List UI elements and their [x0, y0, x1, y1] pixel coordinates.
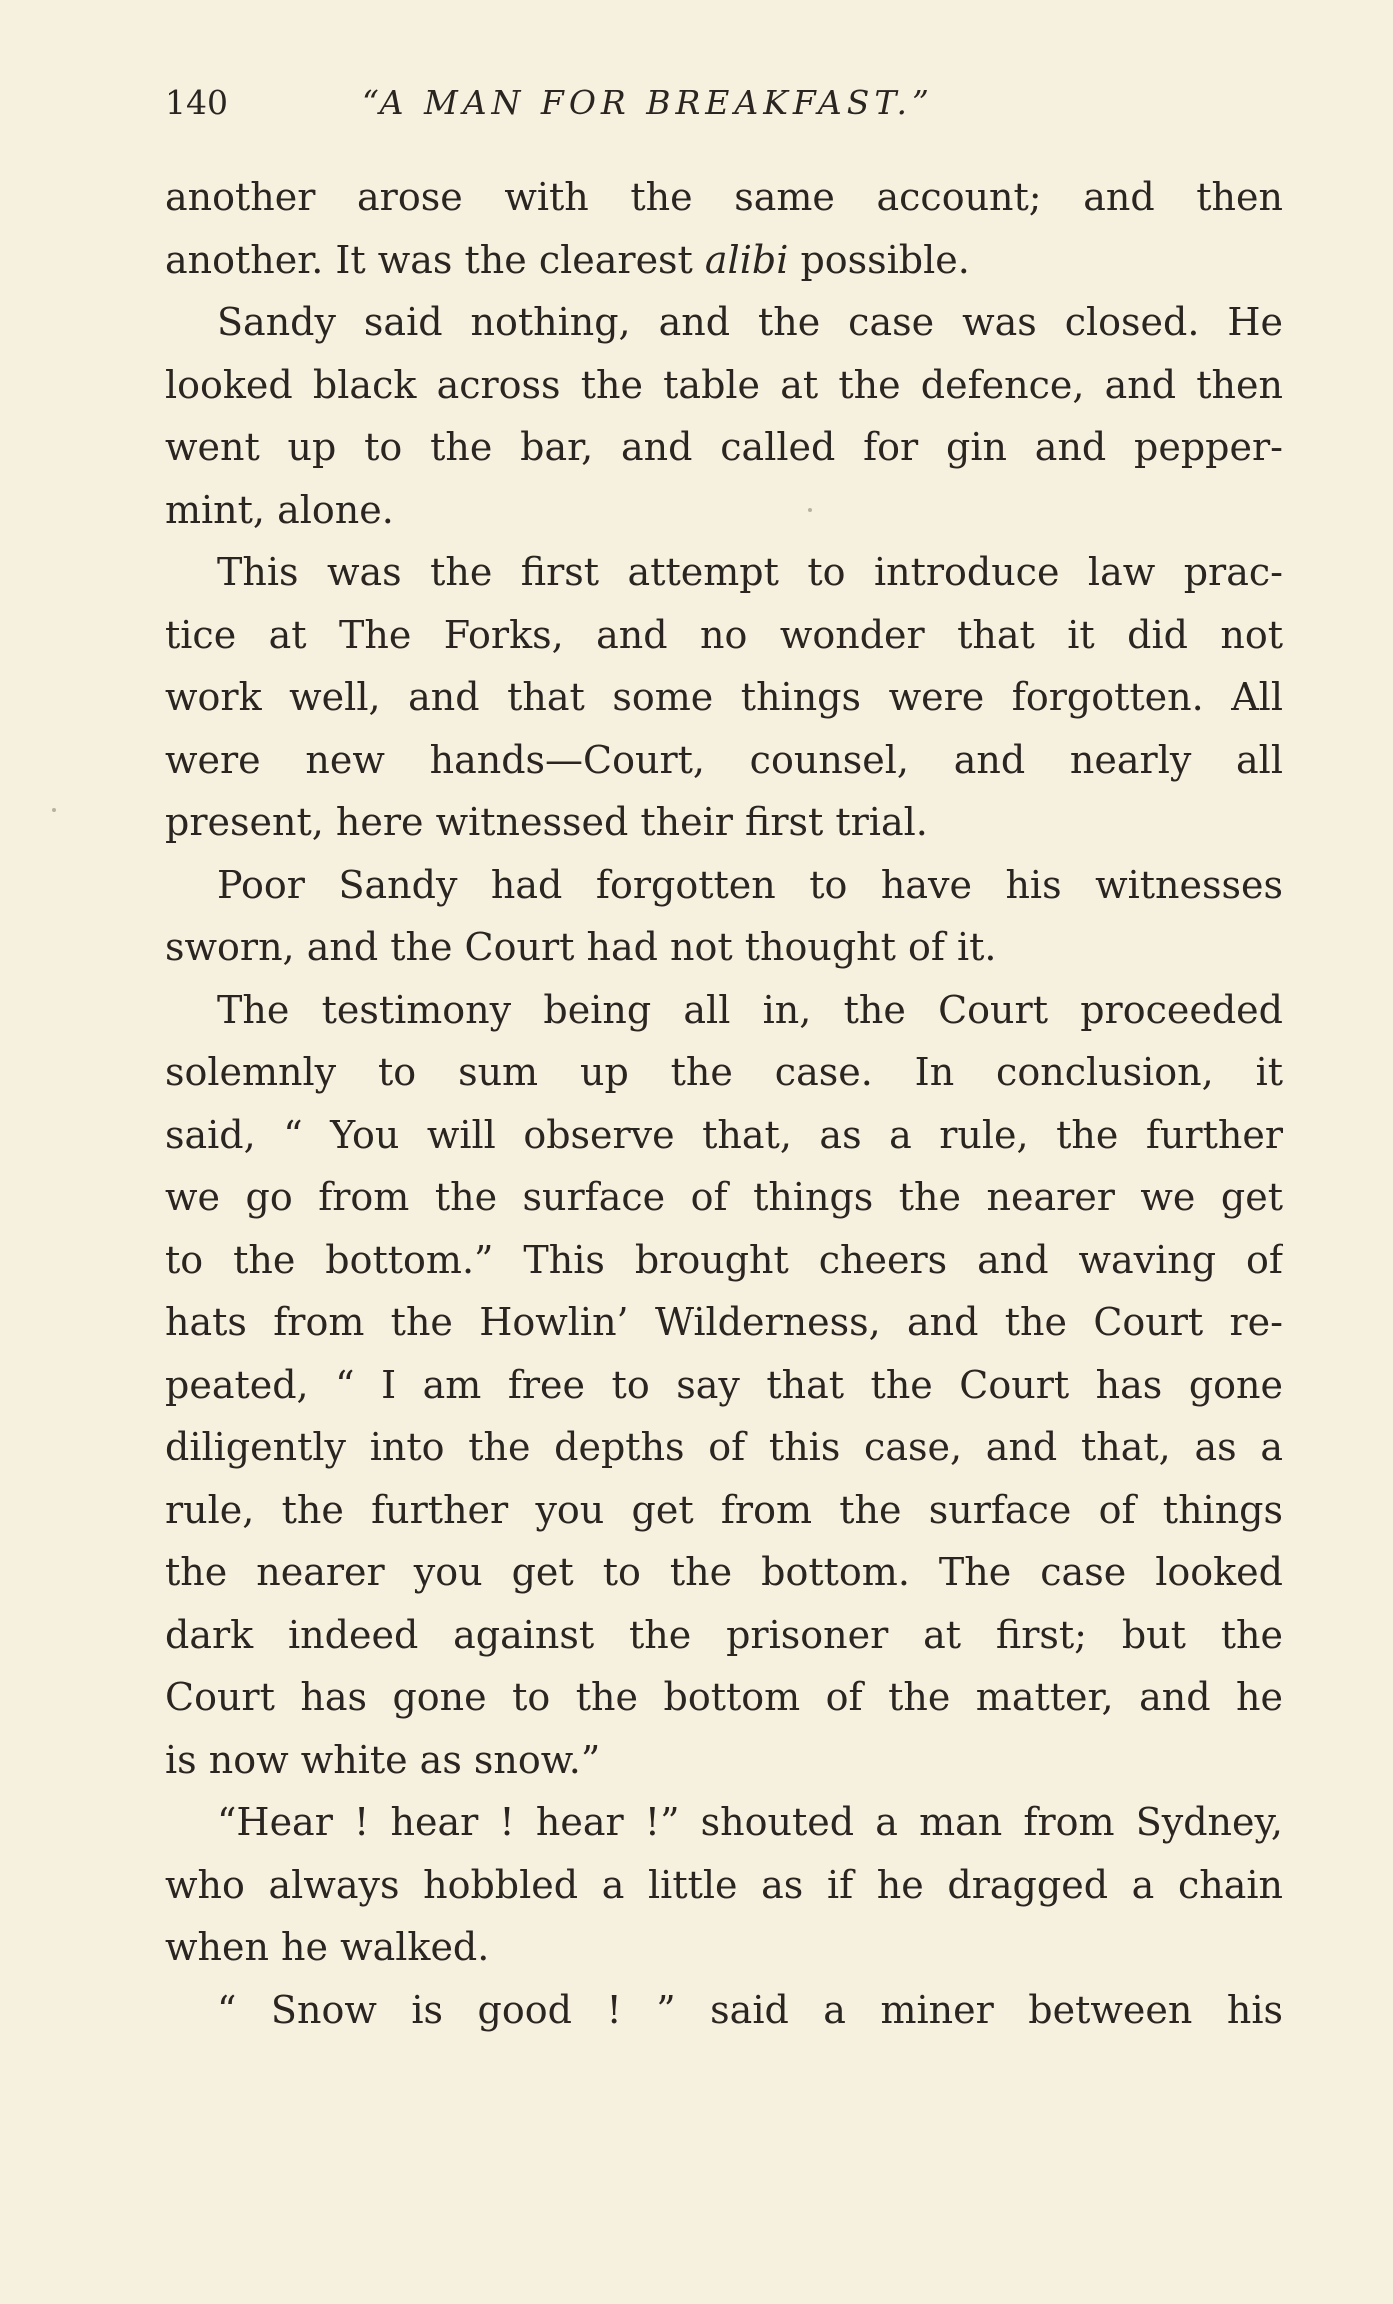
- text-line: another arose with the same account; and then: [165, 175, 1283, 219]
- text-line: mint, alone.: [165, 487, 394, 532]
- text-line: present, here witnessed their first trial.: [165, 800, 928, 844]
- text-line: the nearer you get to the bottom. The case looked: [165, 1550, 1283, 1594]
- text-line: “ Snow is good ! ” said a miner between his: [217, 1987, 1283, 2032]
- body-text: [165, 166, 1283, 2041]
- paper-speck: [808, 508, 812, 512]
- text-line: The testimony being all in, the Court proceeded: [217, 987, 1283, 1032]
- text-line: Court has gone to the bottom of the matter, and he: [165, 1675, 1283, 1719]
- text-line: who always hobbled a little as if he dragged a chain: [165, 1862, 1283, 1907]
- text-line: looked black across the table at the defence, and then: [165, 362, 1283, 407]
- text-line: Poor Sandy had forgotten to have his witnesses: [217, 862, 1283, 907]
- text-line: dark indeed against the prisoner at first; but the: [165, 1612, 1283, 1657]
- paper-speck: [52, 808, 56, 812]
- text-line: sworn, and the Court had not thought of it.: [165, 925, 997, 969]
- text-line: said, “ You will observe that, as a rule, the further: [165, 1112, 1283, 1157]
- text-line: rule, the further you get from the surface of things: [165, 1487, 1283, 1532]
- page-number: 140: [165, 83, 228, 122]
- text-line: is now white as snow.”: [165, 1737, 601, 1782]
- text-line: peated, “ I am free to say that the Court has gone: [165, 1362, 1283, 1407]
- text-line: were new hands—Court, counsel, and nearly all: [165, 737, 1283, 782]
- text-line: we go from the surface of things the nearer we get: [165, 1175, 1283, 1219]
- text-line: when he walked.: [165, 1925, 490, 1969]
- text-line: hats from the Howlin’ Wilderness, and the Court re-: [165, 1300, 1283, 1344]
- text-line: diligently into the depths of this case, and that, as a: [165, 1425, 1283, 1469]
- text-line: went up to the bar, and called for gin and pepper-: [165, 425, 1283, 469]
- text-line: to the bottom.” This brought cheers and waving of: [165, 1237, 1283, 1282]
- text-line: another. It was the clearest alibi possible.: [165, 237, 970, 282]
- running-head: [165, 78, 1285, 128]
- text-line: tice at The Forks, and no wonder that it did not: [165, 612, 1283, 657]
- running-title: “A MAN FOR BREAKFAST.”: [362, 83, 934, 122]
- text-line: solemnly to sum up the case. In conclusion, it: [165, 1050, 1283, 1094]
- text-line: Sandy said nothing, and the case was closed. He: [217, 300, 1283, 344]
- text-line: work well, and that some things were forgotten. All: [165, 675, 1283, 719]
- text-line: “Hear ! hear ! hear !” shouted a man from Sydney,: [217, 1800, 1283, 1844]
- text-line: This was the first attempt to introduce law prac-: [217, 550, 1283, 594]
